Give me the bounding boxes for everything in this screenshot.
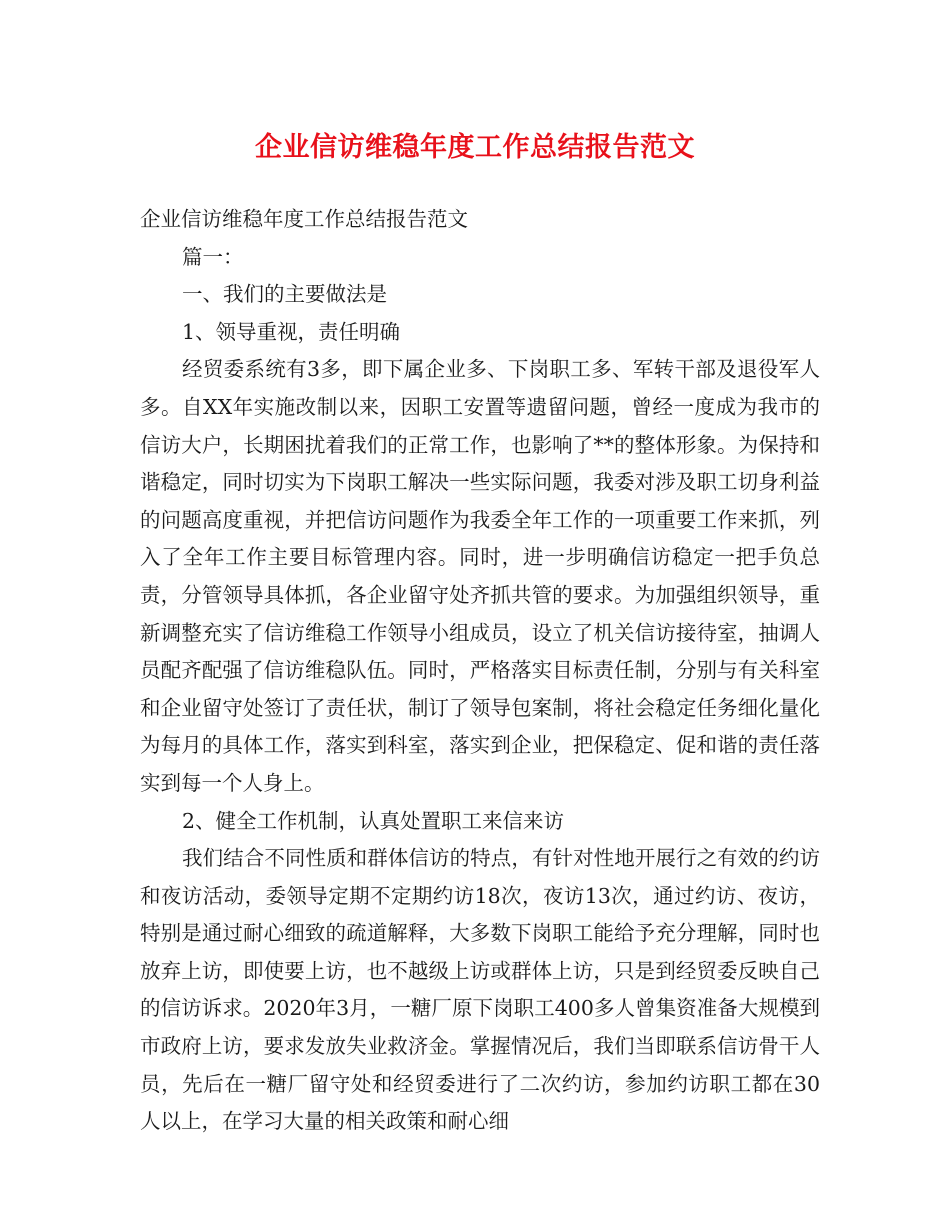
document-body xyxy=(140,201,820,1141)
paragraph: 经贸委系统有3多，即下属企业多、下岗职工多、军转干部及退役军人多。自XX年实施改制以来，因职工安置等遗留问题，曾经一度成为我市的信访大户，长期困扰着我们的正常工作，也影响了**的整体形象。为保持和谐稳定，同时切实为下岗职工解决一些实际问题，我委对涉及职工切身利益的问题高度重视，并把信访问题作为我委全年工作的一项重要工作来抓，列入了全年工作主要目标管理内容。同时，进一步明确信访稳定一把手负总责，分管领导具体抓，各企业留守处齐抓共管的要求。为加强组织领导，重新调整充实了信访维稳工作领导小组成员，设立了机关信访接待室，抽调人员配齐配强了信访维稳队伍。同时，严格落实目标责任制，分别与有关科室和企业留守处签订了责任状，制订了领导包案制，将社会稳定任务细化量化为每月的具体工作，落实到科室，落实到企业，把保稳定、促和谐的责任落实到每一个人身上。 xyxy=(140,357,820,795)
subsection-heading: 1、领导重视，责任明确 xyxy=(182,319,401,344)
paragraph: 篇一： xyxy=(182,244,244,269)
document-title: 企业信访维稳年度工作总结报告范文 xyxy=(255,132,695,163)
paragraph: 我们结合不同性质和群体信访的特点，有针对性地开展行之有效的约访和夜访活动，委领导定期不定期约访18次，夜访13次，通过约访、夜访，特别是通过耐心细致的疏道解释，大多数下岗职工能给予充分理解，同时也放弃上访，即使要上访，也不越级上访或群体上访，只是到经贸委反映自己的信访诉求。2020年3月，一糖厂原下岗职工400多人曾集资准备大规模到市政府上访，要求发放失业救济金。掌握情况后，我们当即联系信访骨干人员，先后在一糖厂留守处和经贸委进行了二次约访，参加约访职工都在30人以上，在学习大量的相关政策和耐心细 xyxy=(140,846,820,1134)
section-heading: 一、我们的主要做法是 xyxy=(182,282,388,307)
paragraph: 企业信访维稳年度工作总结报告范文 xyxy=(140,207,468,231)
subsection-heading: 2、健全工作机制，认真处置职工来信来访 xyxy=(182,808,565,833)
